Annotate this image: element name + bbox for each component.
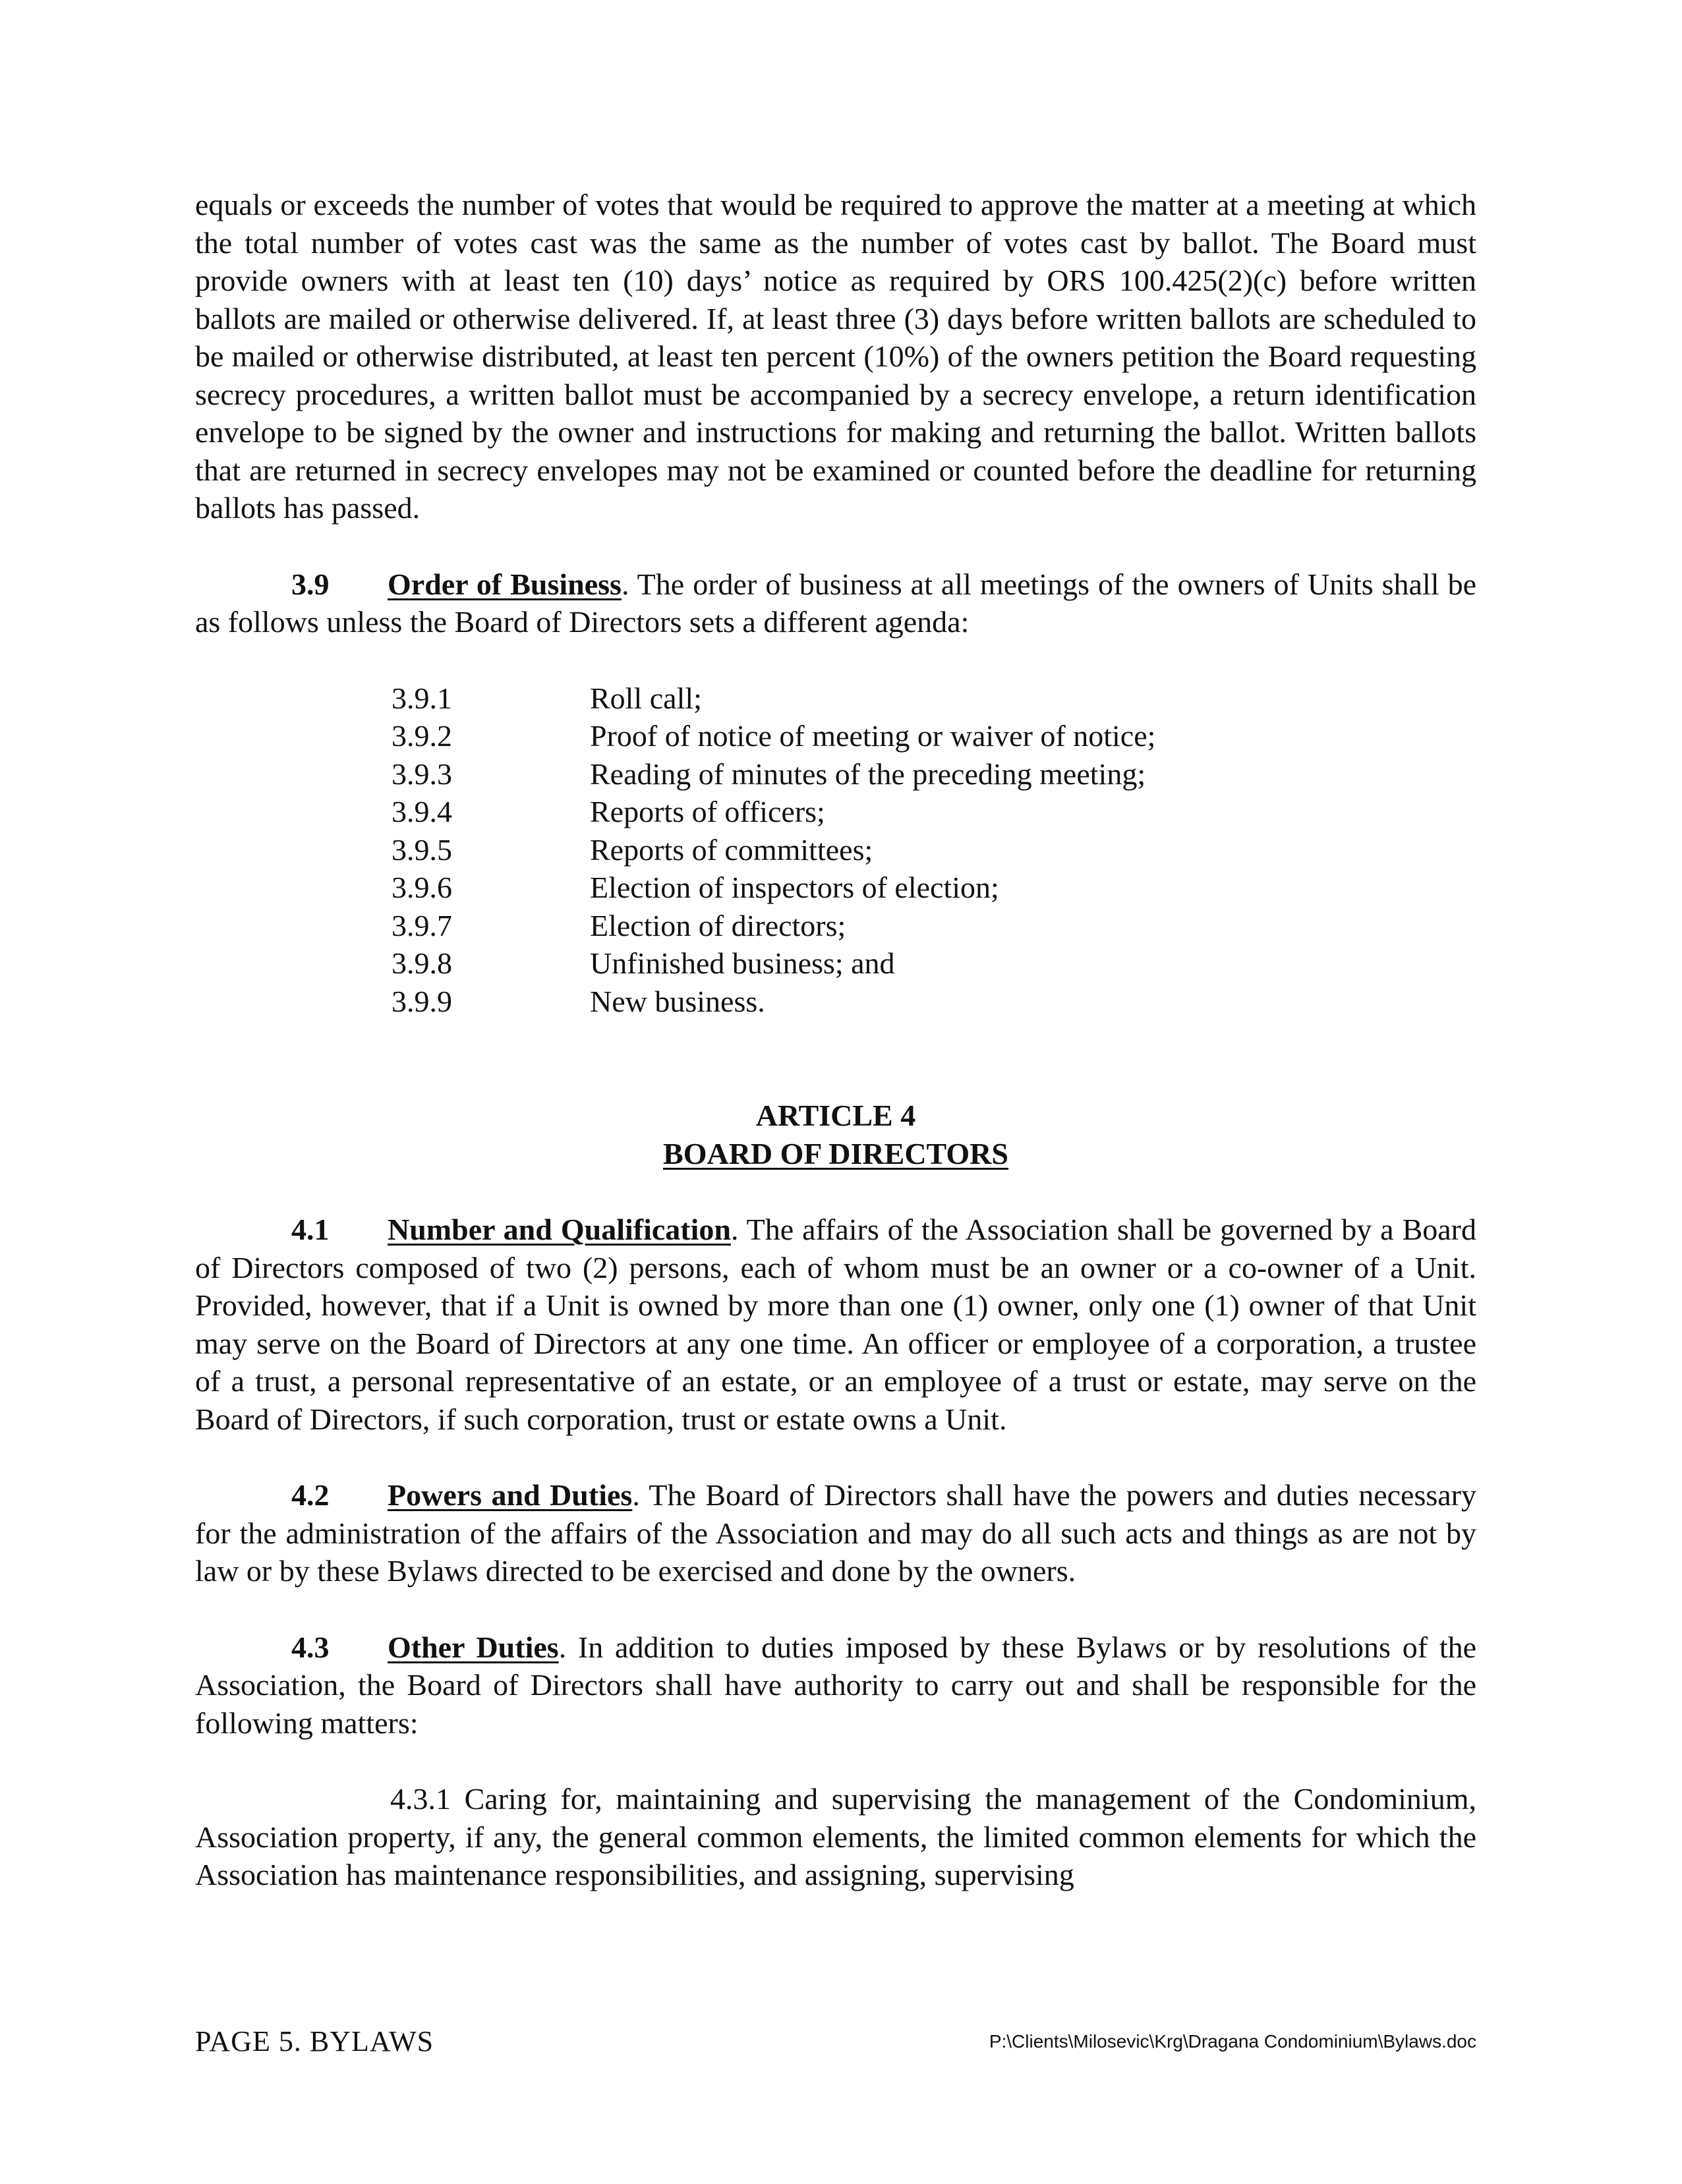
agenda-item-text: Reports of officers; xyxy=(590,795,825,828)
agenda-item xyxy=(195,869,1476,907)
section-3-9-heading: Order of Business xyxy=(388,567,622,601)
agenda-item xyxy=(195,983,1476,1021)
section-4-1-heading-punct: . xyxy=(730,1213,739,1246)
section-4-2-heading-punct: . xyxy=(632,1478,640,1512)
section-3-9 xyxy=(195,565,1476,641)
agenda-item-text: Reading of minutes of the preceding meeting; xyxy=(590,757,1146,791)
section-4-1-number: 4.1 xyxy=(291,1213,330,1246)
section-4-3-body: In addition to duties imposed by these Bylaws or by resolutions of the Association, the Board of Directors shall have authority to carry out and shall be responsible for the following matters: xyxy=(195,1630,1477,1740)
agenda-item xyxy=(195,717,1476,755)
section-4-1-body: The affairs of the Association shall be governed by a Board of Directors composed of two (2) persons, each of whom must be an owner or a co-owner of a Unit. Provided, however, that if a Unit is owned by more than one (1) owner, only one (1) owner of that Unit may serve on the Board of Directors at any one time. An officer or employee of a corporation, a trustee of a trust, a personal representative of an estate, or an employee of a trust or estate, may serve on the Board of Directors, if such corporation, trust or estate owns a Unit. xyxy=(195,1213,1476,1436)
section-4-3-heading-punct: . xyxy=(558,1630,567,1664)
agenda-item xyxy=(195,831,1476,869)
intro-paragraph: equals or exceeds the number of votes that would be required to approve the matter at a meeting at which the total number of votes cast was the same as the number of votes cast by ballot. The Board must provide owners with at least ten (10) days’ notice as required by ORS 100.425(2)(c) before written ballots are mailed or otherwise delivered. If, at least three (3) days before written ballots are scheduled to be mailed or otherwise distributed, at least ten percent (10%) of the owners petition the Board requesting secrecy procedures, a written ballot must be accompanied by a secrecy envelope, a return identification envelope to be signed by the owner and instructions for making and returning the ballot. Written ballots that are returned in secrecy envelopes may not be examined or counted before the deadline for returning ballots has passed. xyxy=(195,188,1476,525)
agenda-item-text: Roll call; xyxy=(590,681,702,715)
agenda-item-number: 3.9.7 xyxy=(392,908,452,942)
footer-file-path: P:\Clients\Milosevic\Krg\Dragana Condominium\Bylaws.doc xyxy=(989,2031,1476,2052)
agenda-item-text: Election of directors; xyxy=(590,908,846,942)
agenda-item-number: 3.9.4 xyxy=(392,795,452,828)
agenda-item-number: 3.9.9 xyxy=(392,984,452,1018)
agenda-item xyxy=(195,793,1476,831)
section-4-3-number: 4.3 xyxy=(291,1630,330,1664)
article-title: BOARD OF DIRECTORS xyxy=(663,1136,1008,1170)
footer-page-label: PAGE 5. BYLAWS xyxy=(195,2025,434,2057)
section-4-2-heading: Powers and Duties xyxy=(388,1478,633,1512)
agenda-item-number: 3.9.6 xyxy=(392,871,452,904)
section-4-1-heading: Number and Qualification xyxy=(388,1213,731,1246)
agenda-item-text: Election of inspectors of election; xyxy=(590,871,999,904)
article-label: ARTICLE 4 xyxy=(755,1099,916,1132)
order-of-business-list xyxy=(195,679,1476,1021)
agenda-item xyxy=(195,907,1476,945)
article-heading xyxy=(195,1097,1476,1172)
agenda-item-text: Unfinished business; and xyxy=(590,946,895,980)
section-3-9-number: 3.9 xyxy=(291,567,330,601)
section-4-2-body: The Board of Directors shall have the powers and duties necessary for the administration of the affairs of the Association and may do all such acts and things as are not by law or by these Bylaws directed to be exercised and done by the owners. xyxy=(195,1478,1476,1588)
agenda-item-number: 3.9.8 xyxy=(392,946,452,980)
agenda-item xyxy=(195,944,1476,983)
section-4-2-number: 4.2 xyxy=(291,1478,330,1512)
document-page xyxy=(195,186,1476,1894)
agenda-item-number: 3.9.2 xyxy=(392,719,452,753)
section-4-2 xyxy=(195,1476,1476,1590)
agenda-item-text: Proof of notice of meeting or waiver of notice; xyxy=(590,719,1156,753)
agenda-item-number: 3.9.3 xyxy=(392,757,452,791)
section-4-3 xyxy=(195,1628,1476,1742)
agenda-item-text: New business. xyxy=(590,984,765,1018)
agenda-item-number: 3.9.5 xyxy=(392,832,452,867)
agenda-item xyxy=(195,755,1476,793)
section-4-3-heading: Other Duties xyxy=(388,1630,559,1664)
section-4-1 xyxy=(195,1211,1476,1438)
agenda-item xyxy=(195,679,1476,718)
agenda-item-text: Reports of committees; xyxy=(590,832,873,867)
section-4-3-1: 4.3.1 Caring for, maintaining and supervising the management of the Condominium, Association property, if any, the general common elements, the limited common elements for which the Association has maintenance responsibilities, and assigning, supervising xyxy=(195,1782,1476,1891)
section-3-9-heading-punct: . xyxy=(621,567,629,601)
section-3-9-body: The order of business at all meetings of the owners of Units shall be as follows unless the Board of Directors sets a different agenda: xyxy=(195,567,1476,639)
agenda-item-number: 3.9.1 xyxy=(392,681,452,715)
